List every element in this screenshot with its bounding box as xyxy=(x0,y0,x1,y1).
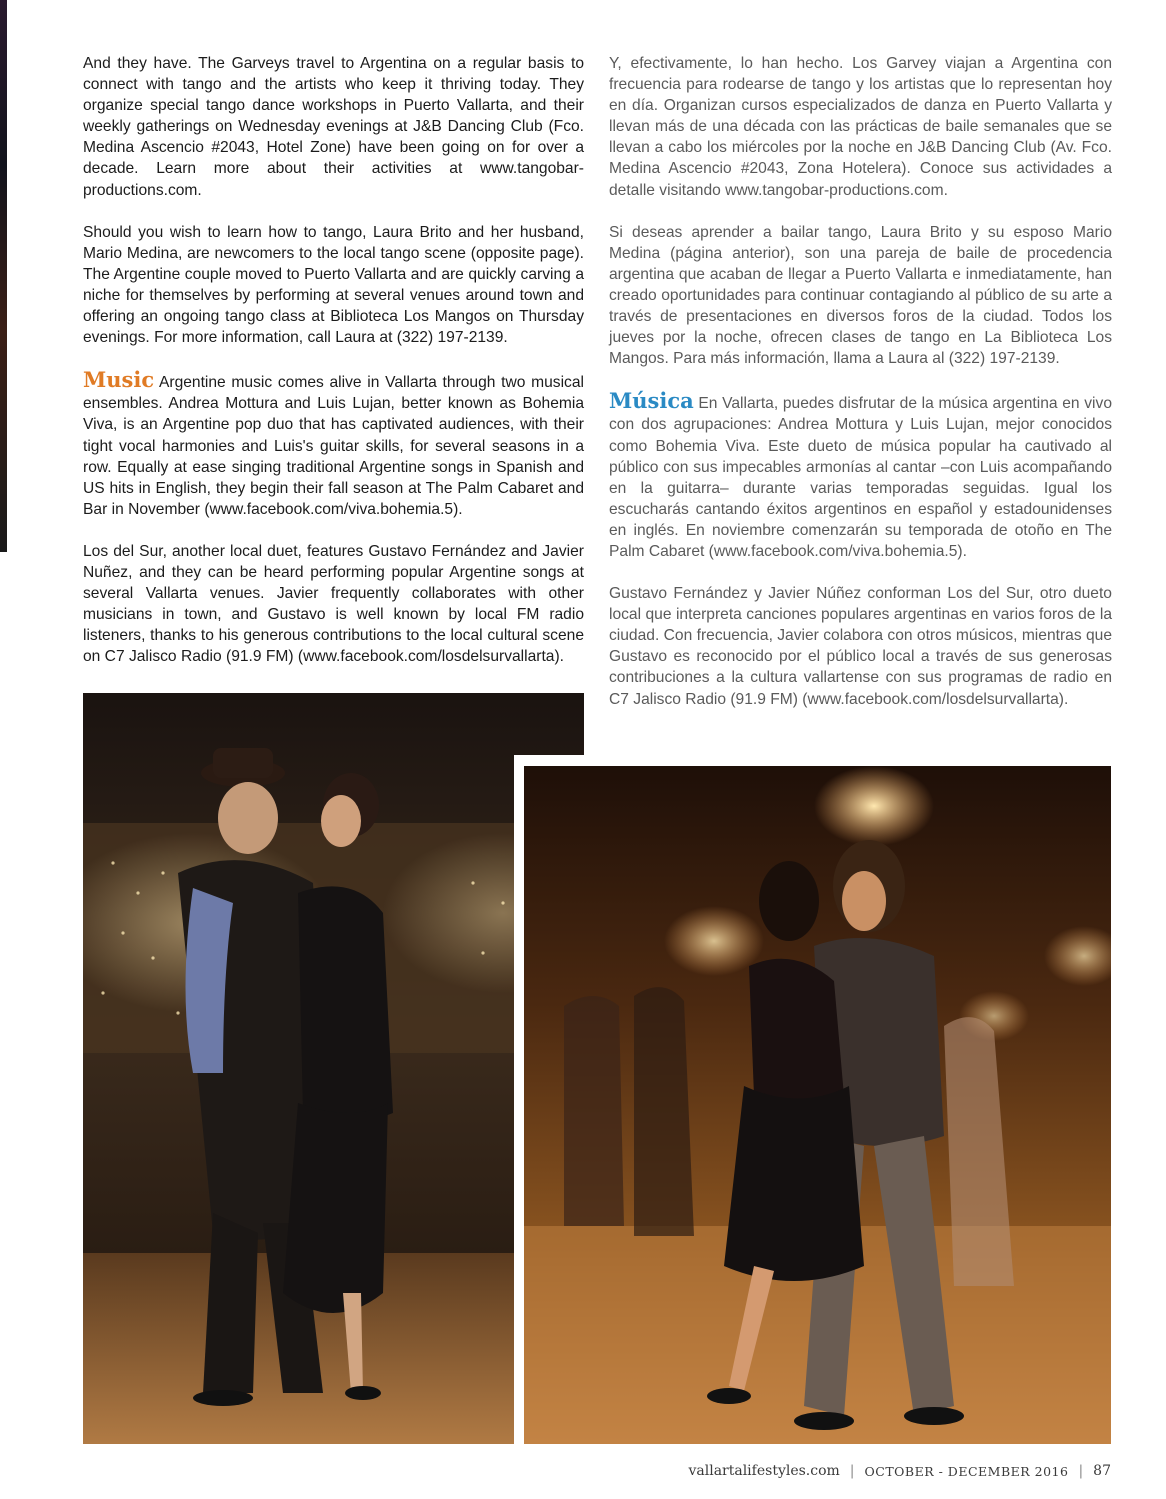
footer-website: vallartalifestyles.com xyxy=(688,1463,840,1479)
tango-couple-photo-1 xyxy=(83,693,584,1444)
footer-issue: OCTOBER - DECEMBER 2016 xyxy=(864,1463,1069,1479)
spanish-paragraph-1: Y, efectivamente, lo han hecho. Los Garvey viajan a Argentina con frecuencia para rodearse de tango y los artistas que lo representan hoy en día. Organizan cursos especializados de danza en Puerto Vallarta y llevan más de una década con las prácticas de baile semanales que se llevan a cabo los miércoles por la noche en J&B Dancing Club (Av. Fco. Medina Ascencio #2043, Zona Hotelera). Conoce sus actividades a detalle visitando www.tangobar-productions.com. xyxy=(609,55,1112,199)
footer-page-number: 87 xyxy=(1093,1463,1111,1479)
music-heading: Music xyxy=(83,367,155,393)
english-paragraph-music xyxy=(83,369,584,520)
english-paragraph-4: Los del Sur, another local duet, features Gustavo Fernández and Javier Nuñez, and they can be heard performing popular Argentine songs at several Vallarta venues. Javier frequently collaborates with other musicians in town, and Gustavo is well known by local FM radio listeners, thanks to his generous contributions to the local cultural scene on C7 Jalisco Radio (91.9 FM) (www.facebook.com/losdelsurvallarta). xyxy=(83,542,584,666)
spanish-paragraph-3: En Vallarta, puedes disfrutar de la música argentina en vivo con dos agrupaciones: Andrea Mottura y Luis Lujan, mejor conocidos como Bohemia Viva. Este dueto de música popular ha cautivado al público con sus impecables armonías al cantar –con Luis acompañando en la guitarra– durante varias temporadas seguidas. Igual los escucharás cantando éxitos argentinos en español y estadounidenses en inglés. En noviembre comenzarán su temporada de otoño en The Palm Cabaret (www.facebook.com/viva.bohemia.5). xyxy=(609,395,1112,560)
spanish-paragraph-4: Gustavo Fernández y Javier Núñez conforman Los del Sur, otro dueto local que interpreta canciones populares argentinas en varios foros de la ciudad. Con frecuencia, Javier colabora con otros músicos, mientras que Gustavo es reconocido por el público local a través de sus generosas contribuciones a la cultura vallartense con sus programas de radio en C7 Jalisco Radio (91.9 FM) (www.facebook.com/losdelsurvallarta). xyxy=(609,585,1112,708)
english-paragraph-1: And they have. The Garveys travel to Argentina on a regular basis to connect with tango and the artists who keep it thriving today. They organize special tango dance workshops in Puerto Vallarta, and their weekly gatherings on Wednesday evenings at J&B Dancing Club (Fco. Medina Ascencio #2043, Hotel Zone) have been going on for over a decade. Learn more about their activities at www.tangobar-productions.com. xyxy=(83,55,584,199)
previous-page-edge xyxy=(0,0,7,552)
footer-separator: | xyxy=(849,1463,855,1479)
musica-heading: Música xyxy=(609,388,694,414)
spanish-paragraph-2: Si deseas aprender a bailar tango, Laura Brito y su esposo Mario Medina (página anterior), son una pareja de baile de procedencia argentina que acaban de llegar a Puerto Vallarta e inmediatamente, han creado oportunidades para continuar contagiando al público de su arte a través de presentaciones en diversos foros de la ciudad. Todos los jueves por la noche, ofrecen clases de tango en La Biblioteca Los Mangos. Para más información, llama a Laura al (322) 197-2139. xyxy=(609,223,1112,368)
footer-separator-2: | xyxy=(1078,1463,1084,1479)
english-paragraph-2: Should you wish to learn how to tango, Laura Brito and her husband, Mario Medina, are newcomers to the local tango scene (opposite page). The Argentine couple moved to Puerto Vallarta and are quickly carving a niche for themselves by performing at several venues around town and offering an ongoing tango class at Biblioteca Los Mangos on Thursday evenings. For more information, call Laura at (322) 197-2139. xyxy=(83,223,584,347)
english-paragraph-3: Argentine music comes alive in Vallarta through two musical ensembles. Andrea Mottura and Luis Lujan, better known as Bohemia Viva, is an Argentine pop duo that has captivated audiences, with their tight vocal harmonies and Luis's guitar skills, for several seasons in a row. Equally at ease singing traditional Argentine songs in Spanish and US hits in English, they begin their fall season at The Palm Cabaret and Bar in November (www.facebook.com/viva.bohemia.5). xyxy=(83,374,584,518)
tango-couple-photo-2 xyxy=(524,766,1111,1444)
spanish-paragraph-musica xyxy=(609,390,1112,562)
english-column xyxy=(83,53,584,688)
spanish-column xyxy=(609,53,1112,731)
page-footer xyxy=(688,1463,1111,1479)
